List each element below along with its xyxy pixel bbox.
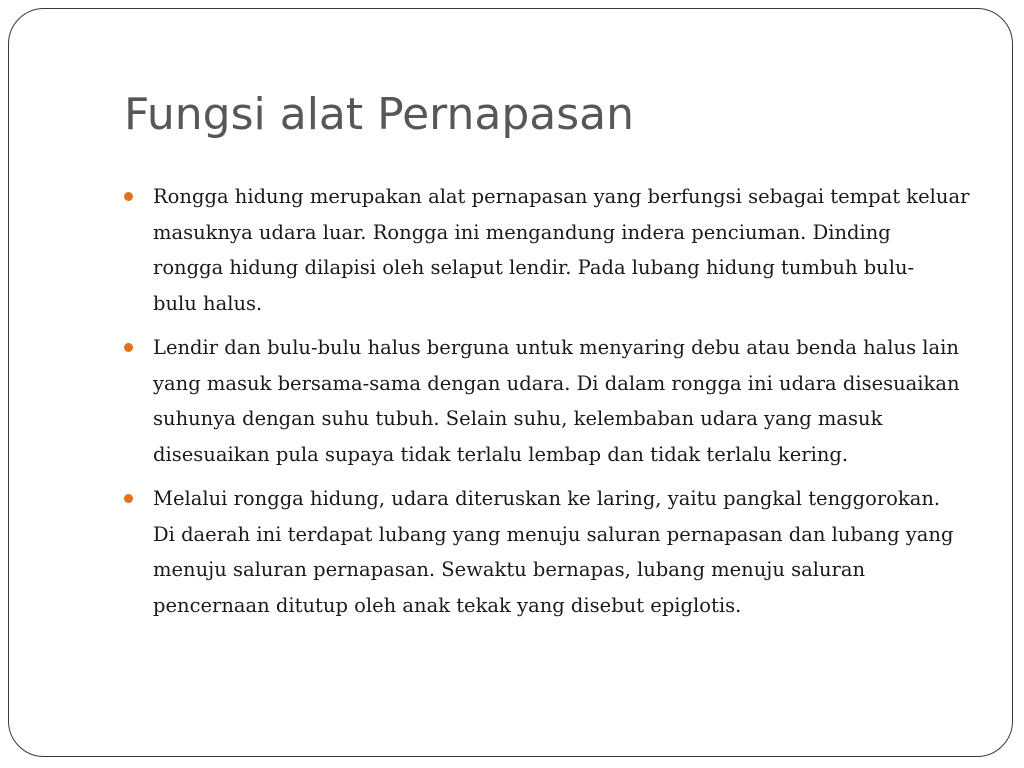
bullet-text-line: bulu halus. [153,291,263,315]
bullet-text-line: pencernaan ditutup oleh anak tekak yang disebut epiglotis. [153,593,742,617]
bullet-text-line: rongga hidung dilapisi oleh selaput lendir. Pada lubang hidung tumbuh bulu- [153,256,915,279]
bullet-text-line: Melalui rongga hidung, udara diteruskan ke laring, yaitu pangkal tenggorokan. [153,487,941,510]
bullet-text-line: yang masuk bersama-sama dengan udara. Di dalam rongga ini udara disesuaikan [153,371,960,395]
bullet-text-line: suhunya dengan suhu tubuh. Selain suhu, kelembaban udara yang masuk [153,407,883,430]
bullet-text-line: menuju saluran pernapasan. Sewaktu bernapas, lubang menuju saluran [153,558,866,581]
bullet-dot-icon [124,343,133,352]
slide-frame [8,8,1013,757]
bullet-text-line: Rongga hidung merupakan alat pernapasan yang berfungsi sebagai tempat keluar [153,185,970,208]
bullet-dot-icon [124,494,133,503]
bullet-item-1 [124,179,984,321]
bullet-text-line: masuknya udara luar. Rongga ini mengandung indera penciuman. Dinding [153,220,891,244]
bullet-list [124,179,984,632]
bullet-item-3 [124,481,984,623]
bullet-dot-icon [124,192,133,201]
bullet-text-line: disesuaikan pula supaya tidak terlalu lembap dan tidak terlalu kering. [153,442,849,466]
bullet-text-line: Lendir dan bulu-bulu halus berguna untuk menyaring debu atau benda halus lain [153,336,959,359]
bullet-item-2 [124,330,984,472]
slide-title: Fungsi alat Pernapasan [124,89,634,140]
bullet-text-line: Di daerah ini terdapat lubang yang menuju saluran pernapasan dan lubang yang [153,522,954,546]
